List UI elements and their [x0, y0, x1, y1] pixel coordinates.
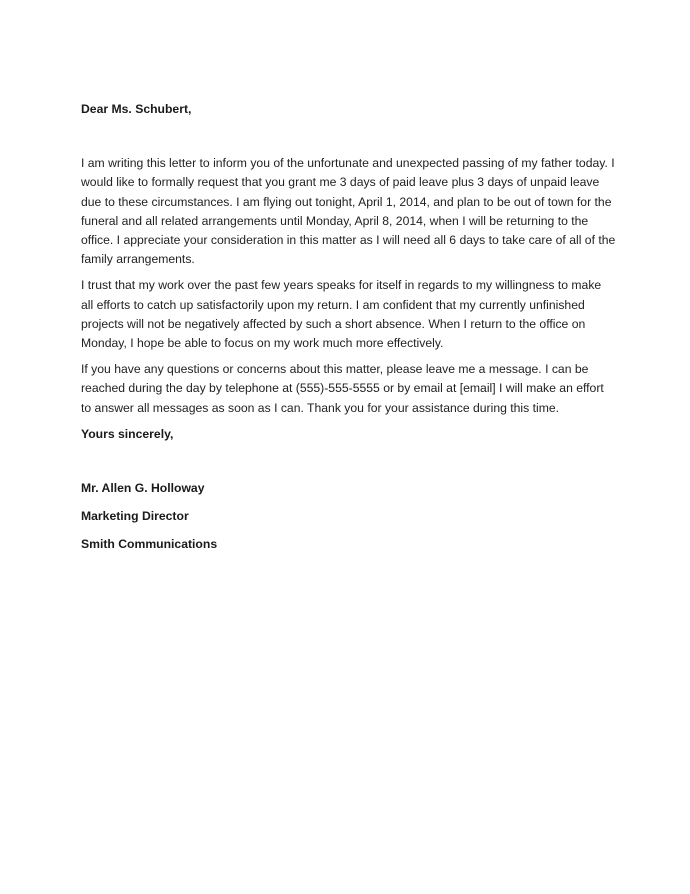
body-paragraph-3: If you have any questions or concerns about this matter, please leave me a message. I can be reached during the day by telephone at (555)-555-5555 or by email at [email] I will make an effort to answer all messages as soon as I can. Thank you for your assistance during this time.: [81, 362, 604, 415]
body-paragraph-1: I am writing this letter to inform you of the unfortunate and unexpected passing of my father today. I would like to formally request that you grant me 3 days of paid leave plus 3 days of unpaid leave due to these circumstances. I am flying out tonight, April 1, 2014, and plan to be out of town for the funeral and all related arrangements until Monday, April 8, 2014, when I will be returning to the office. I appreciate your consideration in this matter as I will need all 6 days to take care of all of the family arrangements.: [81, 156, 616, 267]
closing: Yours sincerely,: [81, 426, 174, 441]
signature-name: Mr. Allen G. Holloway: [81, 481, 205, 496]
letter-body: [81, 100, 616, 564]
body-paragraph-2: I trust that my work over the past few years speaks for itself in regards to my willingness to make all efforts to catch up satisfactorily upon my return. I am confident that my currently unfinished projects will not be negatively affected by such a short absence. When I return to the office on Monday, I hope be able to focus on my work much more effectively.: [81, 278, 602, 351]
signature-title: Marketing Director: [81, 509, 189, 524]
salutation: Dear Ms. Schubert,: [81, 102, 192, 116]
signature-company: Smith Communications: [81, 537, 218, 552]
signature-block: [81, 479, 616, 555]
